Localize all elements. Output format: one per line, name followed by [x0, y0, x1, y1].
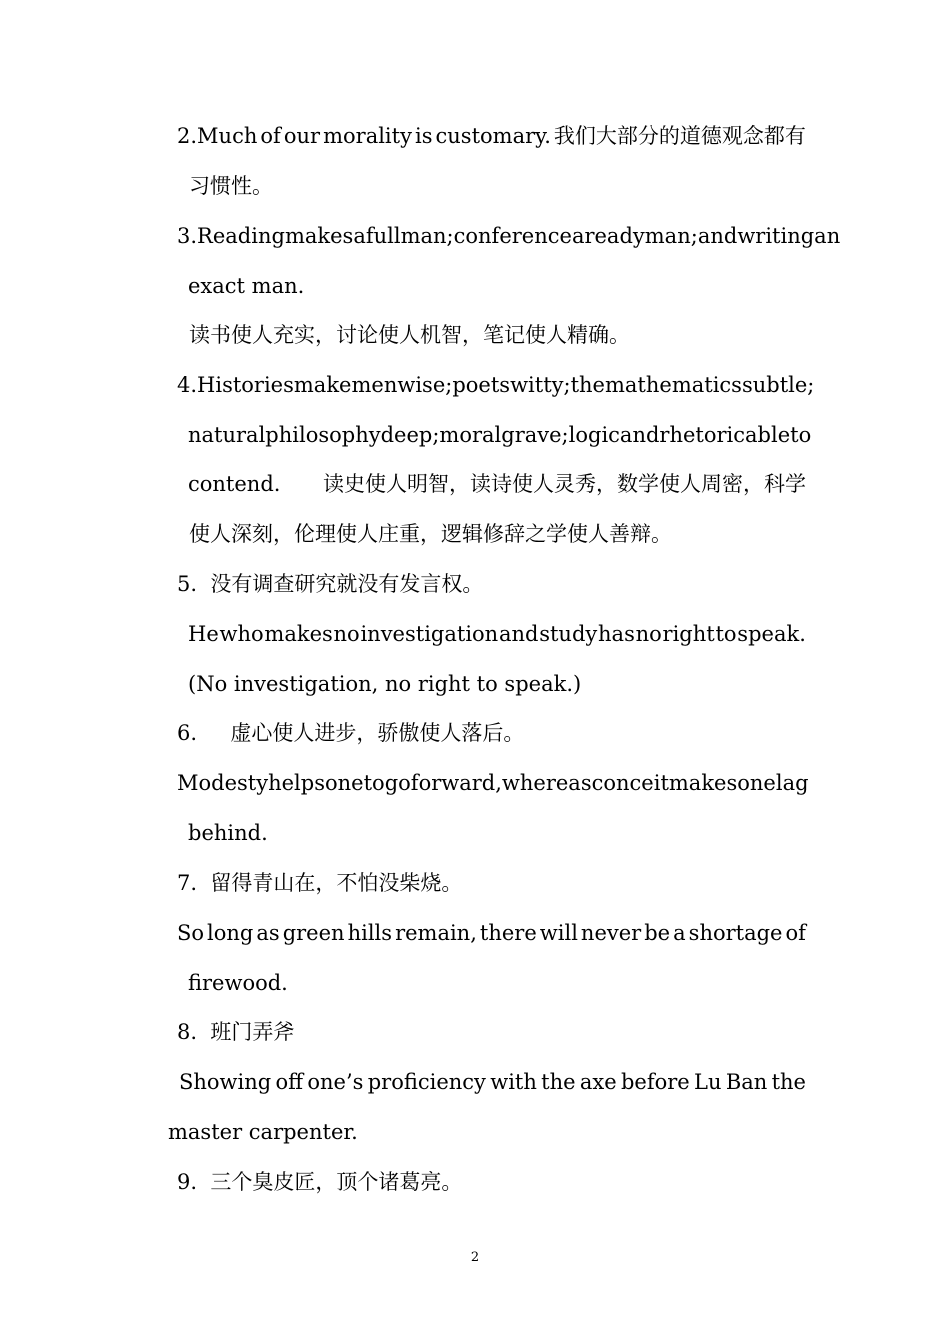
word: proficiency	[367, 1070, 486, 1094]
word: wise;	[397, 373, 453, 397]
word: men	[351, 373, 398, 397]
word: our	[283, 124, 321, 148]
word: lag	[775, 771, 809, 795]
word: and	[498, 622, 539, 646]
word: able	[745, 423, 791, 447]
word: Modesty	[177, 771, 269, 795]
word: mathematics	[605, 373, 742, 397]
word: hills	[347, 921, 393, 945]
word: full	[365, 224, 401, 248]
line-item-7-zh: 7. 留得青山在，不怕没柴烧。	[177, 871, 463, 895]
word: subtle;	[741, 373, 815, 397]
word: He	[188, 622, 219, 646]
word: and	[697, 224, 738, 248]
word: forward,	[410, 771, 502, 795]
word: conceit	[591, 771, 669, 795]
word: the	[771, 1070, 806, 1094]
word: off	[275, 1070, 304, 1094]
page-number: 2	[470, 1250, 480, 1265]
word: no	[635, 622, 662, 646]
word: philosophy	[265, 423, 381, 447]
word: the	[541, 1070, 576, 1094]
word: 2.Much	[177, 124, 258, 148]
word: to	[363, 771, 385, 795]
line-item-3-en	[177, 223, 841, 249]
line-item-6-cont: behind.	[188, 821, 268, 845]
word: 3.Reading	[177, 224, 285, 248]
word: right	[662, 622, 715, 646]
word: remain,	[395, 921, 477, 945]
word: and	[619, 423, 660, 447]
word: customary.	[435, 124, 551, 148]
word: So	[177, 921, 205, 945]
line-item-4-en	[177, 372, 815, 398]
word: poets	[452, 373, 511, 397]
word: rhetoric	[659, 423, 746, 447]
line-item-3-cont: exact man.	[188, 274, 305, 298]
word: man;	[400, 224, 454, 248]
line-item-5-en	[188, 621, 806, 647]
word: witty;	[510, 373, 571, 397]
word: moral	[439, 423, 502, 447]
word: 读史使人明智，读诗使人灵秀，数学使人周密，科学	[323, 472, 806, 496]
word: a	[673, 921, 686, 945]
line-item-3-zh: 读书使人充实，讨论使人机智，笔记使人精确。	[189, 323, 630, 347]
word: axe	[579, 1070, 617, 1094]
line-item-6-zh: 6. 虚心使人进步，骄傲使人落后。	[177, 721, 525, 745]
word: grave;	[501, 423, 569, 447]
word: man;	[644, 224, 698, 248]
word: who	[219, 622, 264, 646]
line-item-6-en	[177, 770, 809, 796]
word: makes	[264, 622, 333, 646]
line-item-4-cont	[188, 422, 812, 448]
line-item-7-en	[177, 920, 806, 946]
word: one	[737, 771, 776, 795]
word: to	[790, 423, 812, 447]
line-item-8-en	[179, 1069, 806, 1095]
word: long	[207, 921, 254, 945]
word: to	[715, 622, 737, 646]
word: logic	[568, 423, 620, 447]
word: 4.Histories	[177, 373, 294, 397]
word: makes	[668, 771, 738, 795]
line-item-2-en	[177, 123, 806, 149]
word: green	[282, 921, 345, 945]
word: with	[490, 1070, 537, 1094]
word: helps	[268, 771, 325, 795]
word: of	[260, 124, 281, 148]
word: make	[293, 373, 352, 397]
line-item-4-cont2	[188, 471, 806, 497]
word: investigation	[360, 622, 499, 646]
word: makes	[284, 224, 354, 248]
word: of	[785, 921, 806, 945]
word: whereas	[501, 771, 592, 795]
word: deep;	[380, 423, 440, 447]
word: will	[539, 921, 578, 945]
word: ready	[584, 224, 645, 248]
line-item-5-cont: (No investigation, no right to speak.)	[188, 672, 582, 696]
word: Showing	[179, 1070, 272, 1094]
word: 我们大部分的道德观念都有	[553, 124, 806, 148]
word: writing	[737, 224, 815, 248]
word: there	[479, 921, 537, 945]
word: one’s	[307, 1070, 364, 1094]
line-item-5-zh: 5. 没有调查研究就没有发言权。	[177, 572, 484, 596]
word: an	[814, 224, 841, 248]
word: natural	[188, 423, 266, 447]
line-item-2-cont: 习惯性。	[189, 174, 273, 198]
line-item-8-zh: 8. 班门弄斧	[177, 1020, 295, 1044]
word: never	[580, 921, 642, 945]
word: conference	[453, 224, 572, 248]
word: be	[644, 921, 671, 945]
word: go	[384, 771, 411, 795]
line-item-9-zh: 9. 三个臭皮匠，顶个诸葛亮。	[177, 1170, 463, 1194]
line-item-7-cont: firewood.	[188, 971, 288, 995]
word: before	[620, 1070, 690, 1094]
word: morality	[323, 124, 412, 148]
word: no	[333, 622, 360, 646]
line-item-4-zh: 使人深刻，伦理使人庄重，逻辑修辞之学使人善辩。	[189, 522, 672, 546]
word: Ban	[725, 1070, 768, 1094]
word: study	[539, 622, 598, 646]
word: contend.	[188, 472, 281, 496]
word: the	[570, 373, 605, 397]
line-item-8-cont: master carpenter.	[168, 1120, 358, 1144]
word: as	[256, 921, 280, 945]
word: is	[414, 124, 433, 148]
word: one	[325, 771, 364, 795]
word: shortage	[688, 921, 783, 945]
word: a	[353, 224, 366, 248]
word: Lu	[694, 1070, 722, 1094]
word: has	[598, 622, 635, 646]
word: a	[571, 224, 585, 248]
word: speak.	[737, 622, 806, 646]
